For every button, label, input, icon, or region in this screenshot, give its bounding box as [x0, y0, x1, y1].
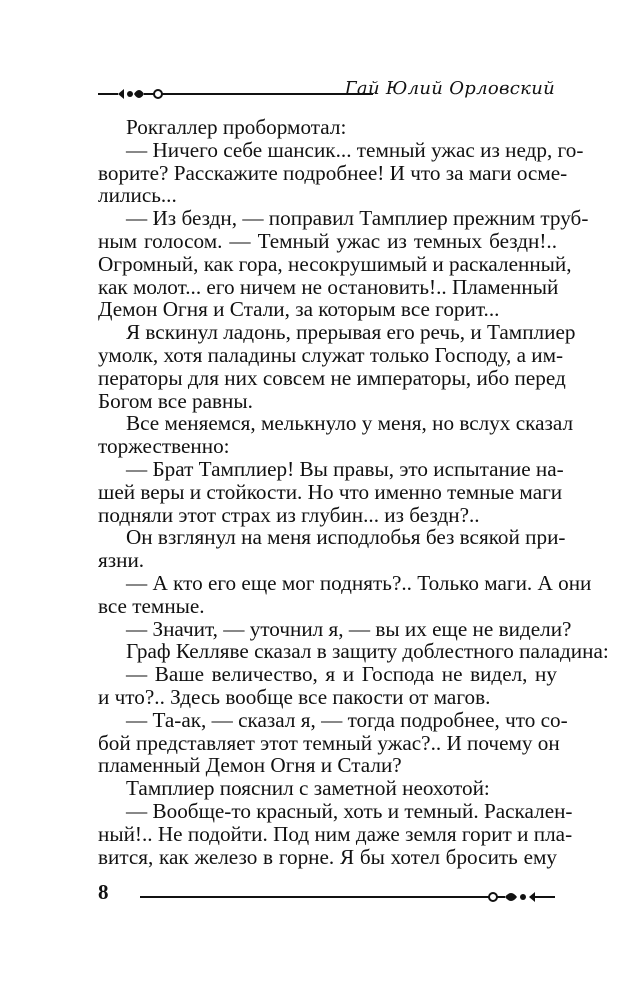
text-line: ворите? Расскажите подробнее! И что за маги осме-: [98, 160, 568, 185]
text-line: Тамплиер пояснил с заметной неохотой:: [126, 776, 490, 801]
ornament-flourish-icon: [475, 886, 555, 908]
text-line: Я вскинул ладонь, прерывая его речь, и Тамплиер: [126, 320, 576, 345]
text-line: подняли этот страх из глубин... из бездн?..: [98, 502, 480, 527]
text-line: и что?.. Здесь вообще все пакости от магов.: [98, 684, 491, 709]
text-line: ператоры для них совсем не императоры, ибо перед: [98, 365, 566, 390]
text-line: ным голосом. — Темный ужас из темных бездн!..: [98, 228, 557, 253]
text-line: бой представляет этот темный ужас?.. И почему он: [98, 730, 560, 755]
text-line: Рокгаллер пробормотал:: [126, 115, 347, 139]
ornament-flourish-icon: [98, 83, 188, 105]
text-line: — Ничего себе шансик... темный ужас из недр, го-: [126, 137, 584, 162]
text-line: — Та-ак, — сказал я, — тогда подробнее, что со-: [126, 707, 568, 732]
text-line: — Ваше величество, я и Господа не видел, ну: [126, 662, 557, 687]
text-line: торжественно:: [98, 434, 230, 459]
page-footer: [98, 880, 555, 910]
text-line: Огромный, как гора, несокрушимый и раскаленный,: [98, 251, 572, 276]
text-line: — А кто его еще мог поднять?.. Только маги. А они: [126, 570, 592, 595]
text-line: шей веры и стойкости. Но что именно темные маги: [98, 479, 563, 504]
text-line: — Значит, — уточнил я, — вы их еще не видели?: [126, 616, 572, 641]
text-line: Граф Келляве сказал в защиту доблестного паладина:: [126, 639, 609, 664]
text-line: — Из бездн, — поправил Тамплиер прежним труб-: [126, 206, 589, 231]
page-number: 8: [98, 880, 109, 904]
text-line: лились...: [98, 183, 177, 208]
text-line: Все меняемся, мелькнуло у меня, но вслух сказал: [126, 411, 574, 436]
text-line: как молот... его ничем не остановить!.. Пламенный: [98, 274, 559, 299]
text-line: пламенный Демон Огня и Стали?: [98, 753, 402, 778]
text-line: Демон Огня и Стали, за которым все горит...: [98, 297, 500, 322]
running-head-author: Гай Юлий Орловский: [344, 78, 555, 99]
body-text: [98, 115, 609, 869]
text-line: — Брат Тамплиер! Вы правы, это испытание на-: [126, 456, 564, 481]
text-line: Богом все равны.: [98, 388, 253, 413]
running-header: [98, 76, 555, 106]
text-line: ный!.. Не подойти. Под ним даже земля горит и пла-: [98, 821, 573, 846]
text-line: Он взглянул на меня исподлобья без всякой при-: [126, 525, 566, 550]
text-line: язни.: [98, 548, 145, 573]
text-line: умолк, хотя паладины служат только Господу, а им-: [98, 342, 564, 367]
footer-rule: [140, 896, 477, 898]
text-line: вится, как железо в горне. Я бы хотел бросить ему: [98, 844, 557, 869]
text-line: все темные.: [98, 593, 205, 618]
text-line: — Вообще-то красный, хоть и темный. Раскален-: [126, 798, 573, 823]
